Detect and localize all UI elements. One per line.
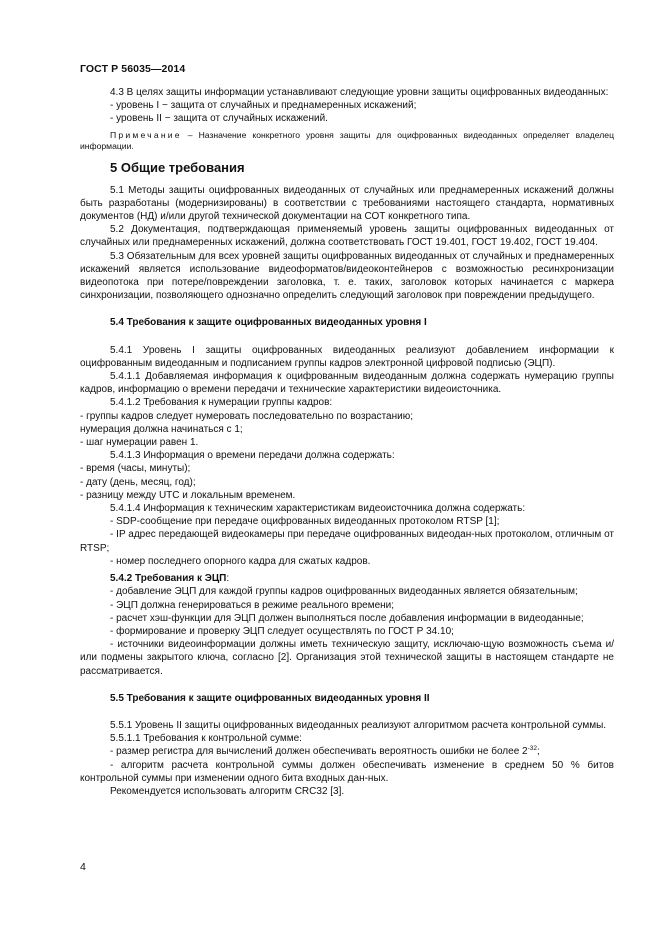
list-item: - добавление ЭЦП для каждой группы кадров оцифрованных видеоданных является обязательным; bbox=[110, 586, 578, 598]
paragraph-5-1: 5.1 Методы защиты оцифрованных видеоданных от случайных или преднамеренных искажений должны быть разработаны (модернизированы) в соответствии с требованиями настоящего стандарта, нормативных документов (НД) и/или другой технической документации на СОТ конкретного типа. bbox=[80, 184, 614, 223]
paragraph-5-2: 5.2 Документация, подтверждающая применяемый уровень защиты оцифрованных видеоданных от случайных или преднамеренных искажений, должна соответствовать ГОСТ 19.401, ГОСТ 19.402, ГОСТ 19.404. bbox=[80, 224, 614, 249]
paragraph-5-5-1: 5.5.1 Уровень II защиты оцифрованных видеоданных реализуют алгоритмом расчета контрольной суммы. bbox=[110, 719, 607, 731]
note-text: – Назначение конкретного уровня защиты для оцифрованных видеоданных определяет владелец информации. bbox=[80, 129, 614, 151]
list-item: - источники видеоинформации должны иметь техническую защиту, исключаю-щую возможность съема и/или подмены закрытого ключа, согласно [2]. Организация этой технической защиты в настоящем стандарте не рассматривается. bbox=[80, 639, 614, 677]
list-item: - алгоритм расчета контрольной суммы должен обеспечивать изменение в среднем 50 % битов контрольной суммы при изменении одного бита входных дан-ных. bbox=[80, 759, 614, 784]
paragraph-5-3: 5.3 Обязательным для всех уровней защиты оцифрованных видеоданных от случайных и преднамеренных искажений является использование видеоформатов/видеоконтейнеров с возможностью ресинхронизации видеопотока при потере/повреждении заголовка, т. е. таких, заголовок которых начинается с маркера синхронизации, позволяющего однозначно определить следующий заголовок при повреждении предыдущего. bbox=[80, 250, 614, 302]
paragraph-5-4-1-4: 5.4.1.4 Информация к техническим характеристикам видеоисточника должна содержать: bbox=[110, 503, 526, 515]
list-item: - шаг нумерации равен 1. bbox=[80, 437, 199, 449]
section-5-5-title: 5.5 Требования к защите оцифрованных видеоданных уровня II bbox=[110, 692, 430, 704]
section-5-4-2-title: 5.4.2 Требования к ЭЦП: bbox=[110, 573, 230, 585]
list-item: - IP адрес передающей видеокамеры при передаче оцифрованных видеодан-ных протоколом, отличным от RTSP; bbox=[80, 529, 614, 554]
paragraph-4-3: 4.3 В целях защиты информации устанавливают следующие уровни защиты оцифрованных видеоданных: bbox=[110, 87, 609, 98]
list-item: - время (часы, минуты); bbox=[80, 463, 191, 475]
list-item: - дату (день, месяц, год); bbox=[80, 476, 196, 488]
recommendation: Рекомендуется использовать алгоритм CRC32 [3]. bbox=[110, 785, 345, 797]
note-label: Примечание bbox=[110, 129, 182, 140]
section-5-4-title: 5.4 Требования к защите оцифрованных видеоданных уровня I bbox=[110, 317, 427, 329]
list-item: нумерация должна начинаться с 1; bbox=[80, 423, 243, 435]
list-item: - уровень II − защита от случайных искажений. bbox=[110, 113, 328, 125]
paragraph-5-4-1-3: 5.4.1.3 Информация о времени передачи должна содержать: bbox=[110, 450, 395, 462]
paragraph-5-4-1: 5.4.1 Уровень I защиты оцифрованных видеоданных реализуют добавлением информации к оцифрованным видеоданным и подписанием группы кадров электронной цифровой подписью (ЭЦП). bbox=[80, 344, 614, 369]
page-number: 4 bbox=[80, 861, 86, 873]
list-item: - расчет хэш-функции для ЭЦП должен выполняться после добавления информации в видеоданные; bbox=[110, 612, 584, 624]
list-item: - формирование и проверку ЭЦП следует осуществлять по ГОСТ Р 34.10; bbox=[110, 625, 454, 637]
note-paragraph bbox=[80, 130, 614, 152]
paragraph-5-4-1-1: 5.4.1.1 Добавляемая информация к оцифрованным видеоданным должна содержать нумерацию группы кадров, информацию о времени передачи и технические характеристики видеоисточника. bbox=[80, 371, 614, 396]
paragraph-5-4-1-2: 5.4.1.2 Требования к нумерации группы кадров: bbox=[110, 397, 333, 409]
section-5-title: 5 Общие требования bbox=[110, 159, 245, 175]
list-item: - группы кадров следует нумеровать последовательно по возрастанию; bbox=[80, 410, 413, 422]
list-item: - размер регистра для вычислений должен обеспечивать вероятность ошибки не более $2^{-32}$; bbox=[110, 745, 540, 758]
paragraph-5-5-1-1: 5.5.1.1 Требования к контрольной сумме: bbox=[110, 733, 302, 745]
list-item: - уровень I − защита от случайных и преднамеренных искажений; bbox=[110, 100, 417, 112]
document-header: ГОСТ Р 56035—2014 bbox=[80, 63, 186, 75]
document-body bbox=[80, 86, 614, 798]
list-item: - ЭЦП должна генерироваться в режиме реального времени; bbox=[110, 599, 395, 611]
list-item: - разницу между UTC и локальным временем. bbox=[80, 489, 296, 501]
list-item: - номер последнего опорного кадра для сжатых кадров. bbox=[110, 555, 371, 567]
list-item: - SDP-сообщение при передаче оцифрованных видеоданных протоколом RTSP [1]; bbox=[110, 516, 500, 528]
